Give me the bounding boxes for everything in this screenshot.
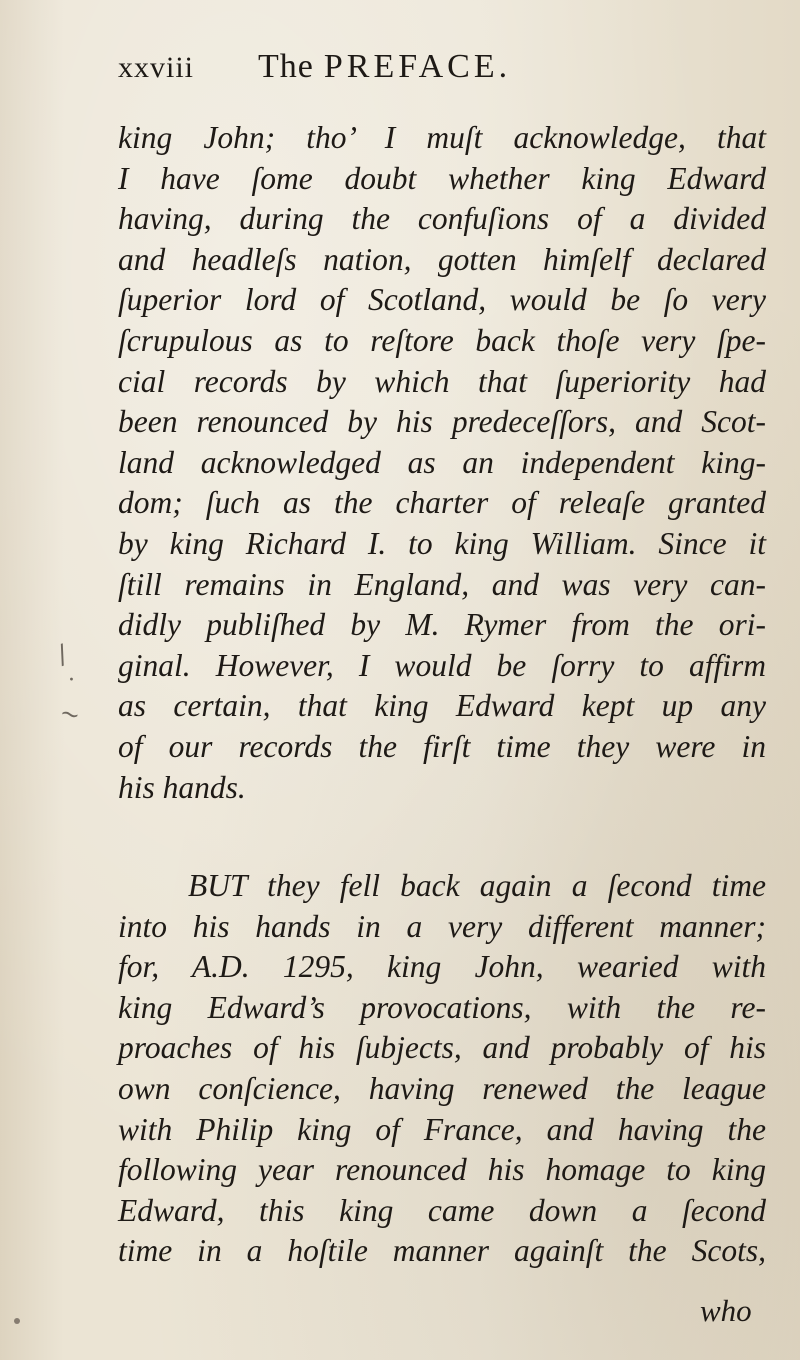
text-line: Edward, this king came down a ſecond xyxy=(118,1192,766,1228)
text-line: own conſcience, having renewed the league xyxy=(118,1071,766,1107)
text-line: king John; tho’ I muſt acknowledge, that xyxy=(118,120,766,155)
text-line: ſcrupulous as to reſtore back thoſe very ſpe- xyxy=(118,322,766,358)
page-number: xxviii xyxy=(118,51,195,84)
text-line: as certain, that king Edward kept up any xyxy=(118,688,766,724)
text-line: his hands. xyxy=(118,769,246,805)
text-line: BUT they fell back again a ſecond time xyxy=(188,868,766,904)
paper-speck xyxy=(14,1318,20,1324)
running-head-article: The xyxy=(258,48,314,85)
text-line: ginal. However, I would be ſorry to affirm xyxy=(118,647,766,683)
paragraph-gap xyxy=(118,808,766,866)
text-line: I have ſome doubt whether king Edward xyxy=(118,160,766,196)
paragraph-1 xyxy=(118,118,766,808)
margin-pencil-mark: / xyxy=(53,639,72,671)
paragraph-2 xyxy=(118,866,766,1272)
text-line: and headleſs nation, gotten himſelf declared xyxy=(118,241,766,277)
margin-pencil-mark: ~ xyxy=(56,697,84,731)
text-line: dom; ſuch as the charter of releaſe granted xyxy=(118,485,766,521)
text-line: for, A.D. 1295, king John, wearied with xyxy=(118,949,766,985)
text-line: land acknowledged as an independent king- xyxy=(118,444,766,480)
page-header xyxy=(118,48,738,100)
text-line: didly publiſhed by M. Rymer from the ori- xyxy=(118,607,766,643)
text-line: cial records by which that ſuperiority had xyxy=(118,363,766,399)
text-line: with Philip king of France, and having the xyxy=(118,1111,766,1147)
catchword: who xyxy=(700,1293,752,1328)
text-line: ſuperior lord of Scotland, would be ſo very xyxy=(118,282,766,318)
running-head xyxy=(258,48,511,86)
text-line: ſtill remains in England, and was very can- xyxy=(118,566,766,602)
text-line: of our records the firſt time they were in xyxy=(118,728,766,764)
body-text xyxy=(118,118,766,1272)
text-line: been renounced by his predeceſſors, and Scot- xyxy=(118,404,766,440)
text-line: by king Richard I. to king William. Since it xyxy=(118,525,766,561)
text-line: time in a hoſtile manner againſt the Scots, xyxy=(118,1233,766,1269)
text-line: having, during the confuſions of a divided xyxy=(118,201,766,237)
text-line: king Edward’s provocations, with the re- xyxy=(118,989,766,1025)
text-line: proaches of his ſubjects, and probably of his xyxy=(118,1030,766,1066)
running-head-title: PREFACE. xyxy=(323,48,512,85)
margin-pencil-mark: · xyxy=(68,668,75,693)
text-line: following year renounced his homage to king xyxy=(118,1152,766,1188)
text-line: into his hands in a very different manner; xyxy=(118,908,766,944)
